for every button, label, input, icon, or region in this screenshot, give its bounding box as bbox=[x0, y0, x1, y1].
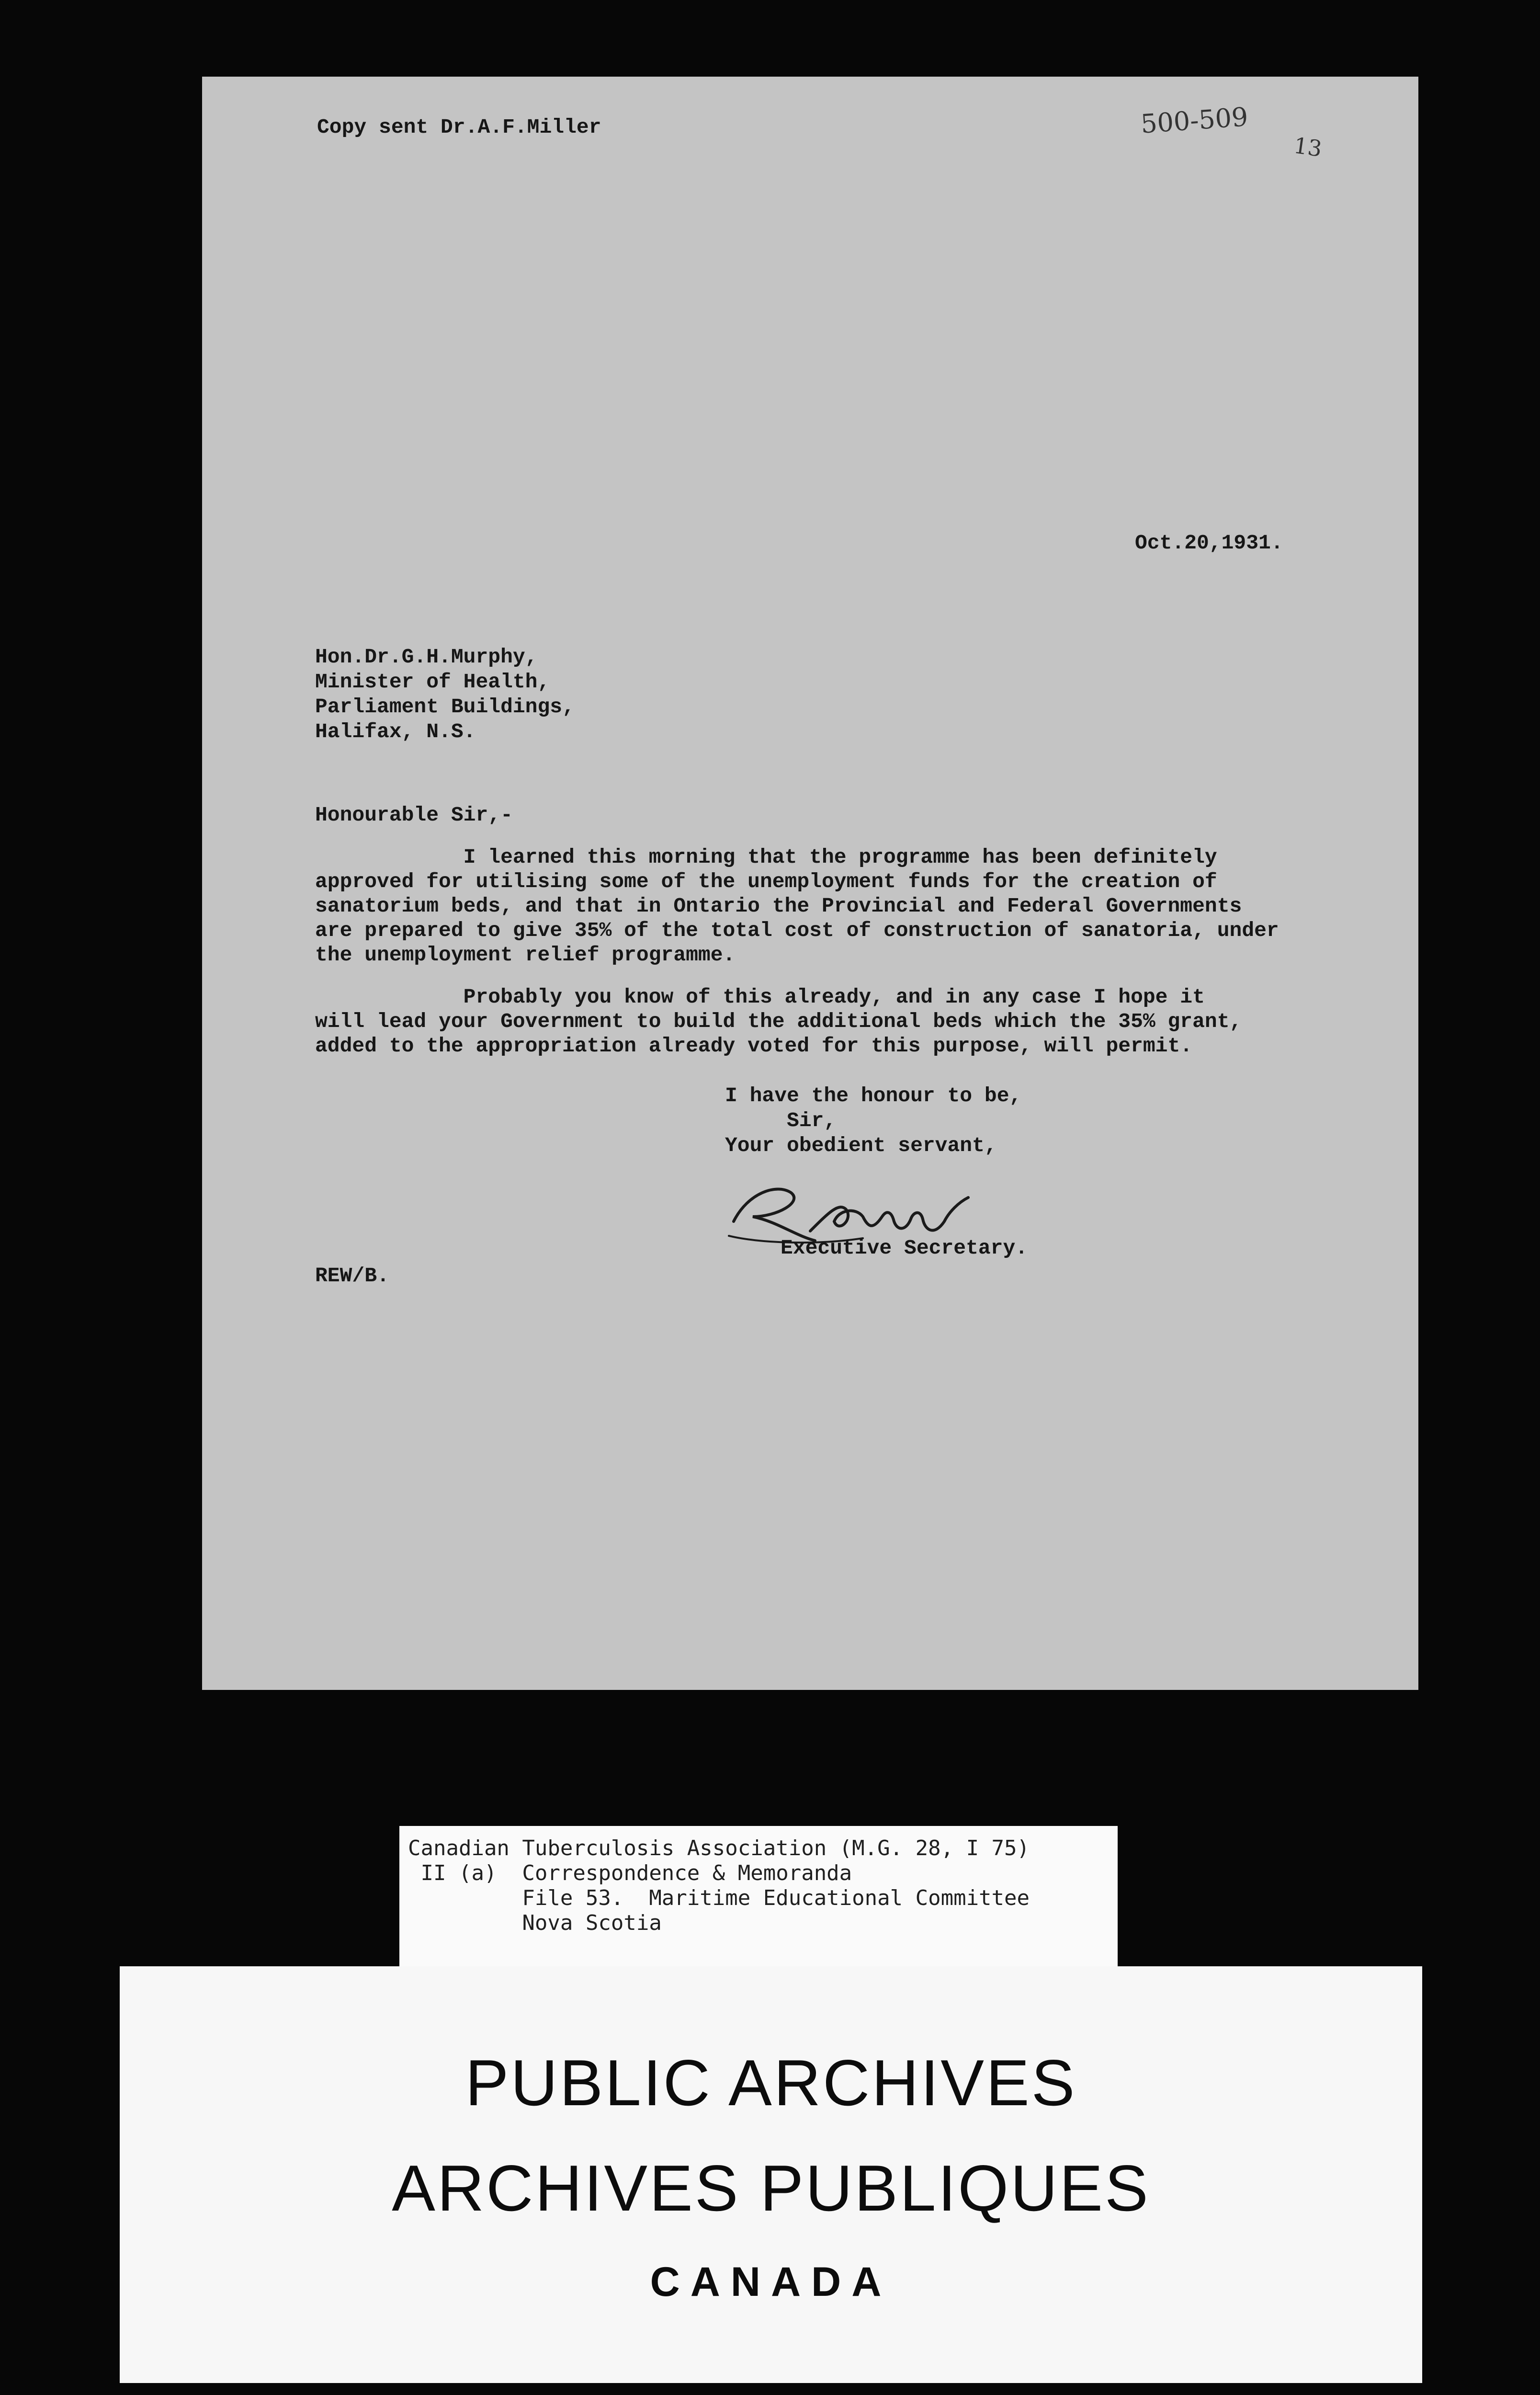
public-archives-stamp bbox=[120, 1966, 1422, 2383]
recipient-line: Minister of Health, bbox=[315, 670, 550, 694]
paragraph-line: sanatorium beds, and that in Ontario the Provincial and Federal Governments bbox=[315, 894, 1242, 918]
salutation: Honourable Sir,- bbox=[315, 803, 513, 827]
letter-date: Oct.20,1931. bbox=[1135, 531, 1283, 555]
reference-line: Nova Scotia bbox=[408, 1911, 662, 1935]
paragraph-line: I learned this morning that the programme has been definitely bbox=[315, 845, 1217, 869]
closing-line: Your obedient servant, bbox=[725, 1134, 997, 1157]
copy-note: Copy sent Dr.A.F.Miller bbox=[317, 115, 601, 139]
archives-country: CANADA bbox=[650, 2259, 892, 2305]
recipient-line: Parliament Buildings, bbox=[315, 695, 575, 718]
letter-page bbox=[202, 77, 1418, 1690]
handwritten-page-number: 13 bbox=[1292, 132, 1324, 162]
reference-line: II (a) Correspondence & Memoranda bbox=[408, 1861, 852, 1885]
paragraph-line: Probably you know of this already, and in any case I hope it bbox=[315, 985, 1205, 1009]
recipient-line: Halifax, N.S. bbox=[315, 720, 476, 743]
archives-title-french: ARCHIVES PUBLIQUES bbox=[392, 2152, 1150, 2224]
signer-title: Executive Secretary. bbox=[781, 1236, 1028, 1260]
closing-line: Sir, bbox=[725, 1109, 837, 1132]
paragraph-line: will lead your Government to build the additional beds which the 35% grant, bbox=[315, 1010, 1242, 1033]
closing-line: I have the honour to be, bbox=[725, 1084, 1022, 1107]
archives-title-english: PUBLIC ARCHIVES bbox=[465, 2046, 1077, 2119]
handwritten-file-number: 500-509 bbox=[1140, 102, 1249, 139]
reference-line: File 53. Maritime Educational Committee bbox=[408, 1886, 1030, 1910]
paragraph-line: are prepared to give 35% of the total cost of construction of sanatoria, under bbox=[315, 919, 1279, 942]
recipient-line: Hon.Dr.G.H.Murphy, bbox=[315, 645, 538, 669]
paragraph-line: approved for utilising some of the unemployment funds for the creation of bbox=[315, 870, 1217, 893]
archival-reference-label bbox=[399, 1826, 1118, 1989]
reference-line: Canadian Tuberculosis Association (M.G. 28, I 75) bbox=[408, 1836, 1030, 1860]
paragraph-line: the unemployment relief programme. bbox=[315, 943, 736, 967]
paragraph-line: added to the appropriation already voted for this purpose, will permit. bbox=[315, 1034, 1193, 1058]
typist-initials: REW/B. bbox=[315, 1264, 389, 1288]
